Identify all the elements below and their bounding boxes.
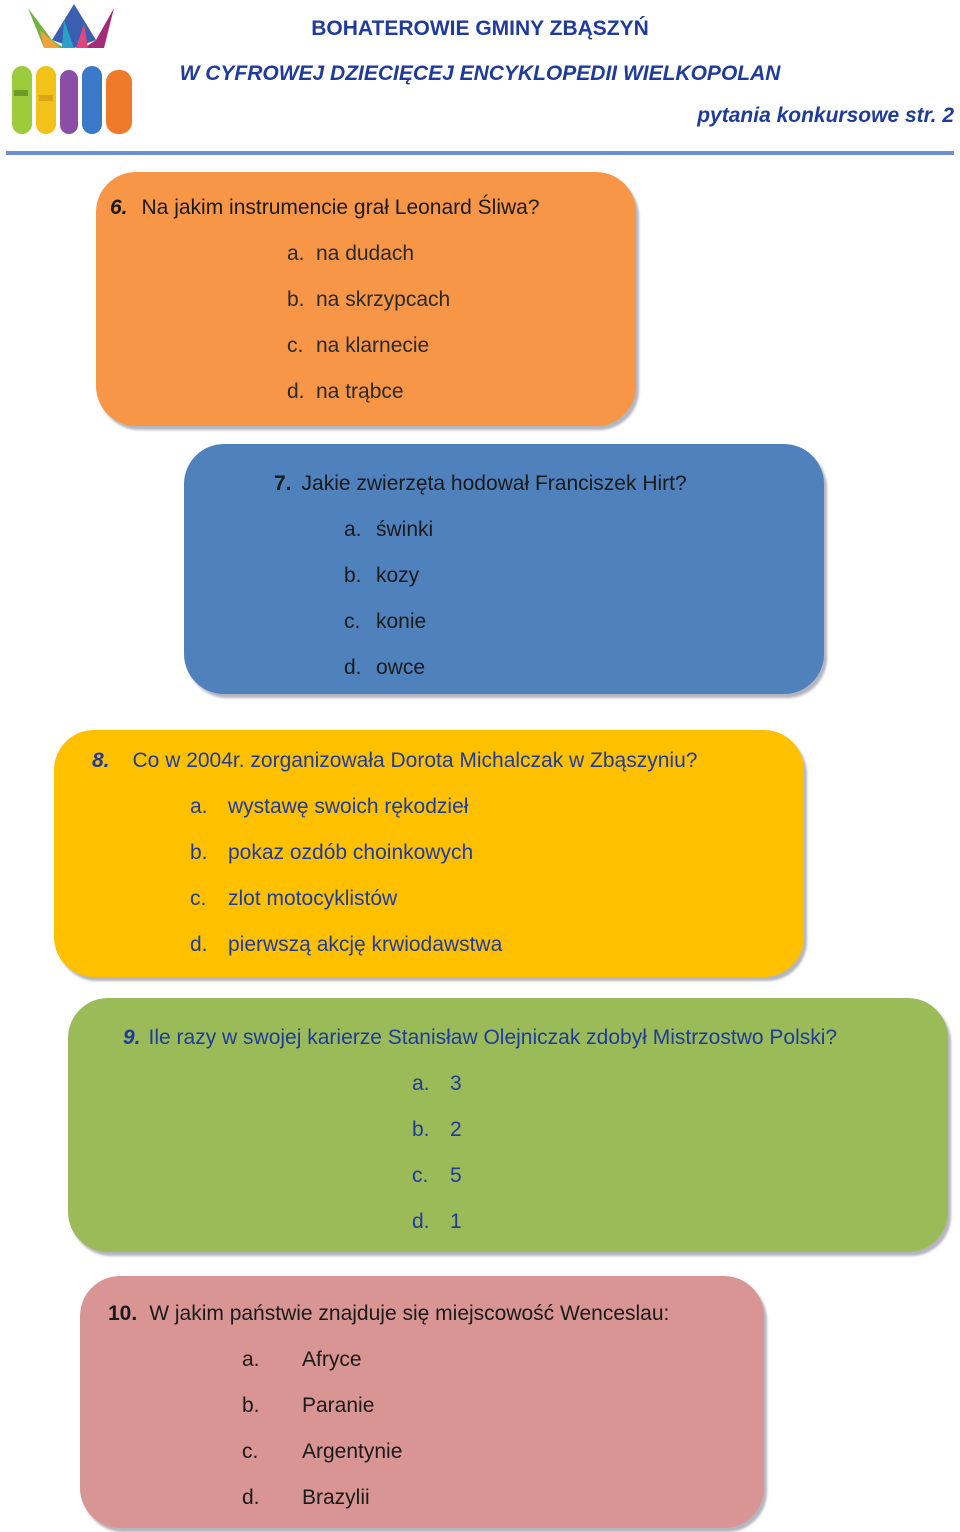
question-number: 6. xyxy=(110,196,128,219)
option-c: c. zlot motocyklistów xyxy=(190,887,398,910)
question-card-9 xyxy=(68,998,948,1252)
option-b: b. pokaz ozdób choinkowych xyxy=(190,841,474,864)
header-title-line2: W CYFROWEJ DZIECIĘCEJ ENCYKLOPEDII WIELKOPOLAN xyxy=(179,62,781,85)
question-text: Jakie zwierzęta hodował Franciszek Hirt? xyxy=(301,472,687,495)
question-number: 9. xyxy=(123,1026,141,1049)
header-title-line1: BOHATEROWIE GMINY ZBĄSZYŃ xyxy=(311,17,649,40)
option-d: d. owce xyxy=(344,656,426,679)
question-text: Ile razy w swojej karierze Stanisław Olejniczak zdobył Mistrzostwo Polski? xyxy=(148,1026,838,1049)
question-9-text xyxy=(123,1026,837,1050)
option-d: d. 1 xyxy=(412,1210,462,1233)
option-c: c. konie xyxy=(344,610,427,633)
question-number: 8. xyxy=(92,749,110,772)
option-b: b. 2 xyxy=(412,1118,462,1141)
option-b: b. na skrzypcach xyxy=(287,288,451,311)
option-c: c. 5 xyxy=(412,1164,462,1187)
page-subtitle: pytania konkursowe str. 2 xyxy=(697,104,954,127)
question-8-text xyxy=(92,749,697,773)
option-c: c. na klarnecie xyxy=(287,334,430,357)
option-d: d. na trąbce xyxy=(287,380,404,403)
question-card-7 xyxy=(184,444,824,694)
option-b: b. kozy xyxy=(344,564,420,587)
question-6-text xyxy=(110,196,540,220)
question-text: Na jakim instrumencie grał Leonard Śliwa? xyxy=(141,196,540,219)
question-text: W jakim państwie znajduje się miejscowość Wenceslau: xyxy=(149,1302,670,1325)
question-number: 7. xyxy=(274,472,292,495)
option-a: a. Afryce xyxy=(242,1348,362,1371)
header-divider xyxy=(6,151,954,155)
option-d: d. Brazylii xyxy=(242,1486,370,1509)
question-card-8 xyxy=(54,730,804,977)
option-c: c. Argentynie xyxy=(242,1440,403,1463)
question-text: Co w 2004r. zorganizowała Dorota Michalczak w Zbąszyniu? xyxy=(132,749,698,772)
question-7-text xyxy=(274,472,687,496)
option-a: a. świnki xyxy=(344,518,434,541)
option-a: a. na dudach xyxy=(287,242,415,265)
option-b: b. Paranie xyxy=(242,1394,375,1417)
option-a: a. wystawę swoich rękodzieł xyxy=(190,795,469,818)
question-card-6 xyxy=(96,172,636,426)
colorful-crown-logo xyxy=(4,0,136,140)
option-d: d. pierwszą akcję krwiodawstwa xyxy=(190,933,503,956)
question-10-text xyxy=(108,1302,669,1326)
question-number: 10. xyxy=(108,1302,138,1325)
question-card-10 xyxy=(80,1276,764,1528)
option-a: a. 3 xyxy=(412,1072,462,1095)
